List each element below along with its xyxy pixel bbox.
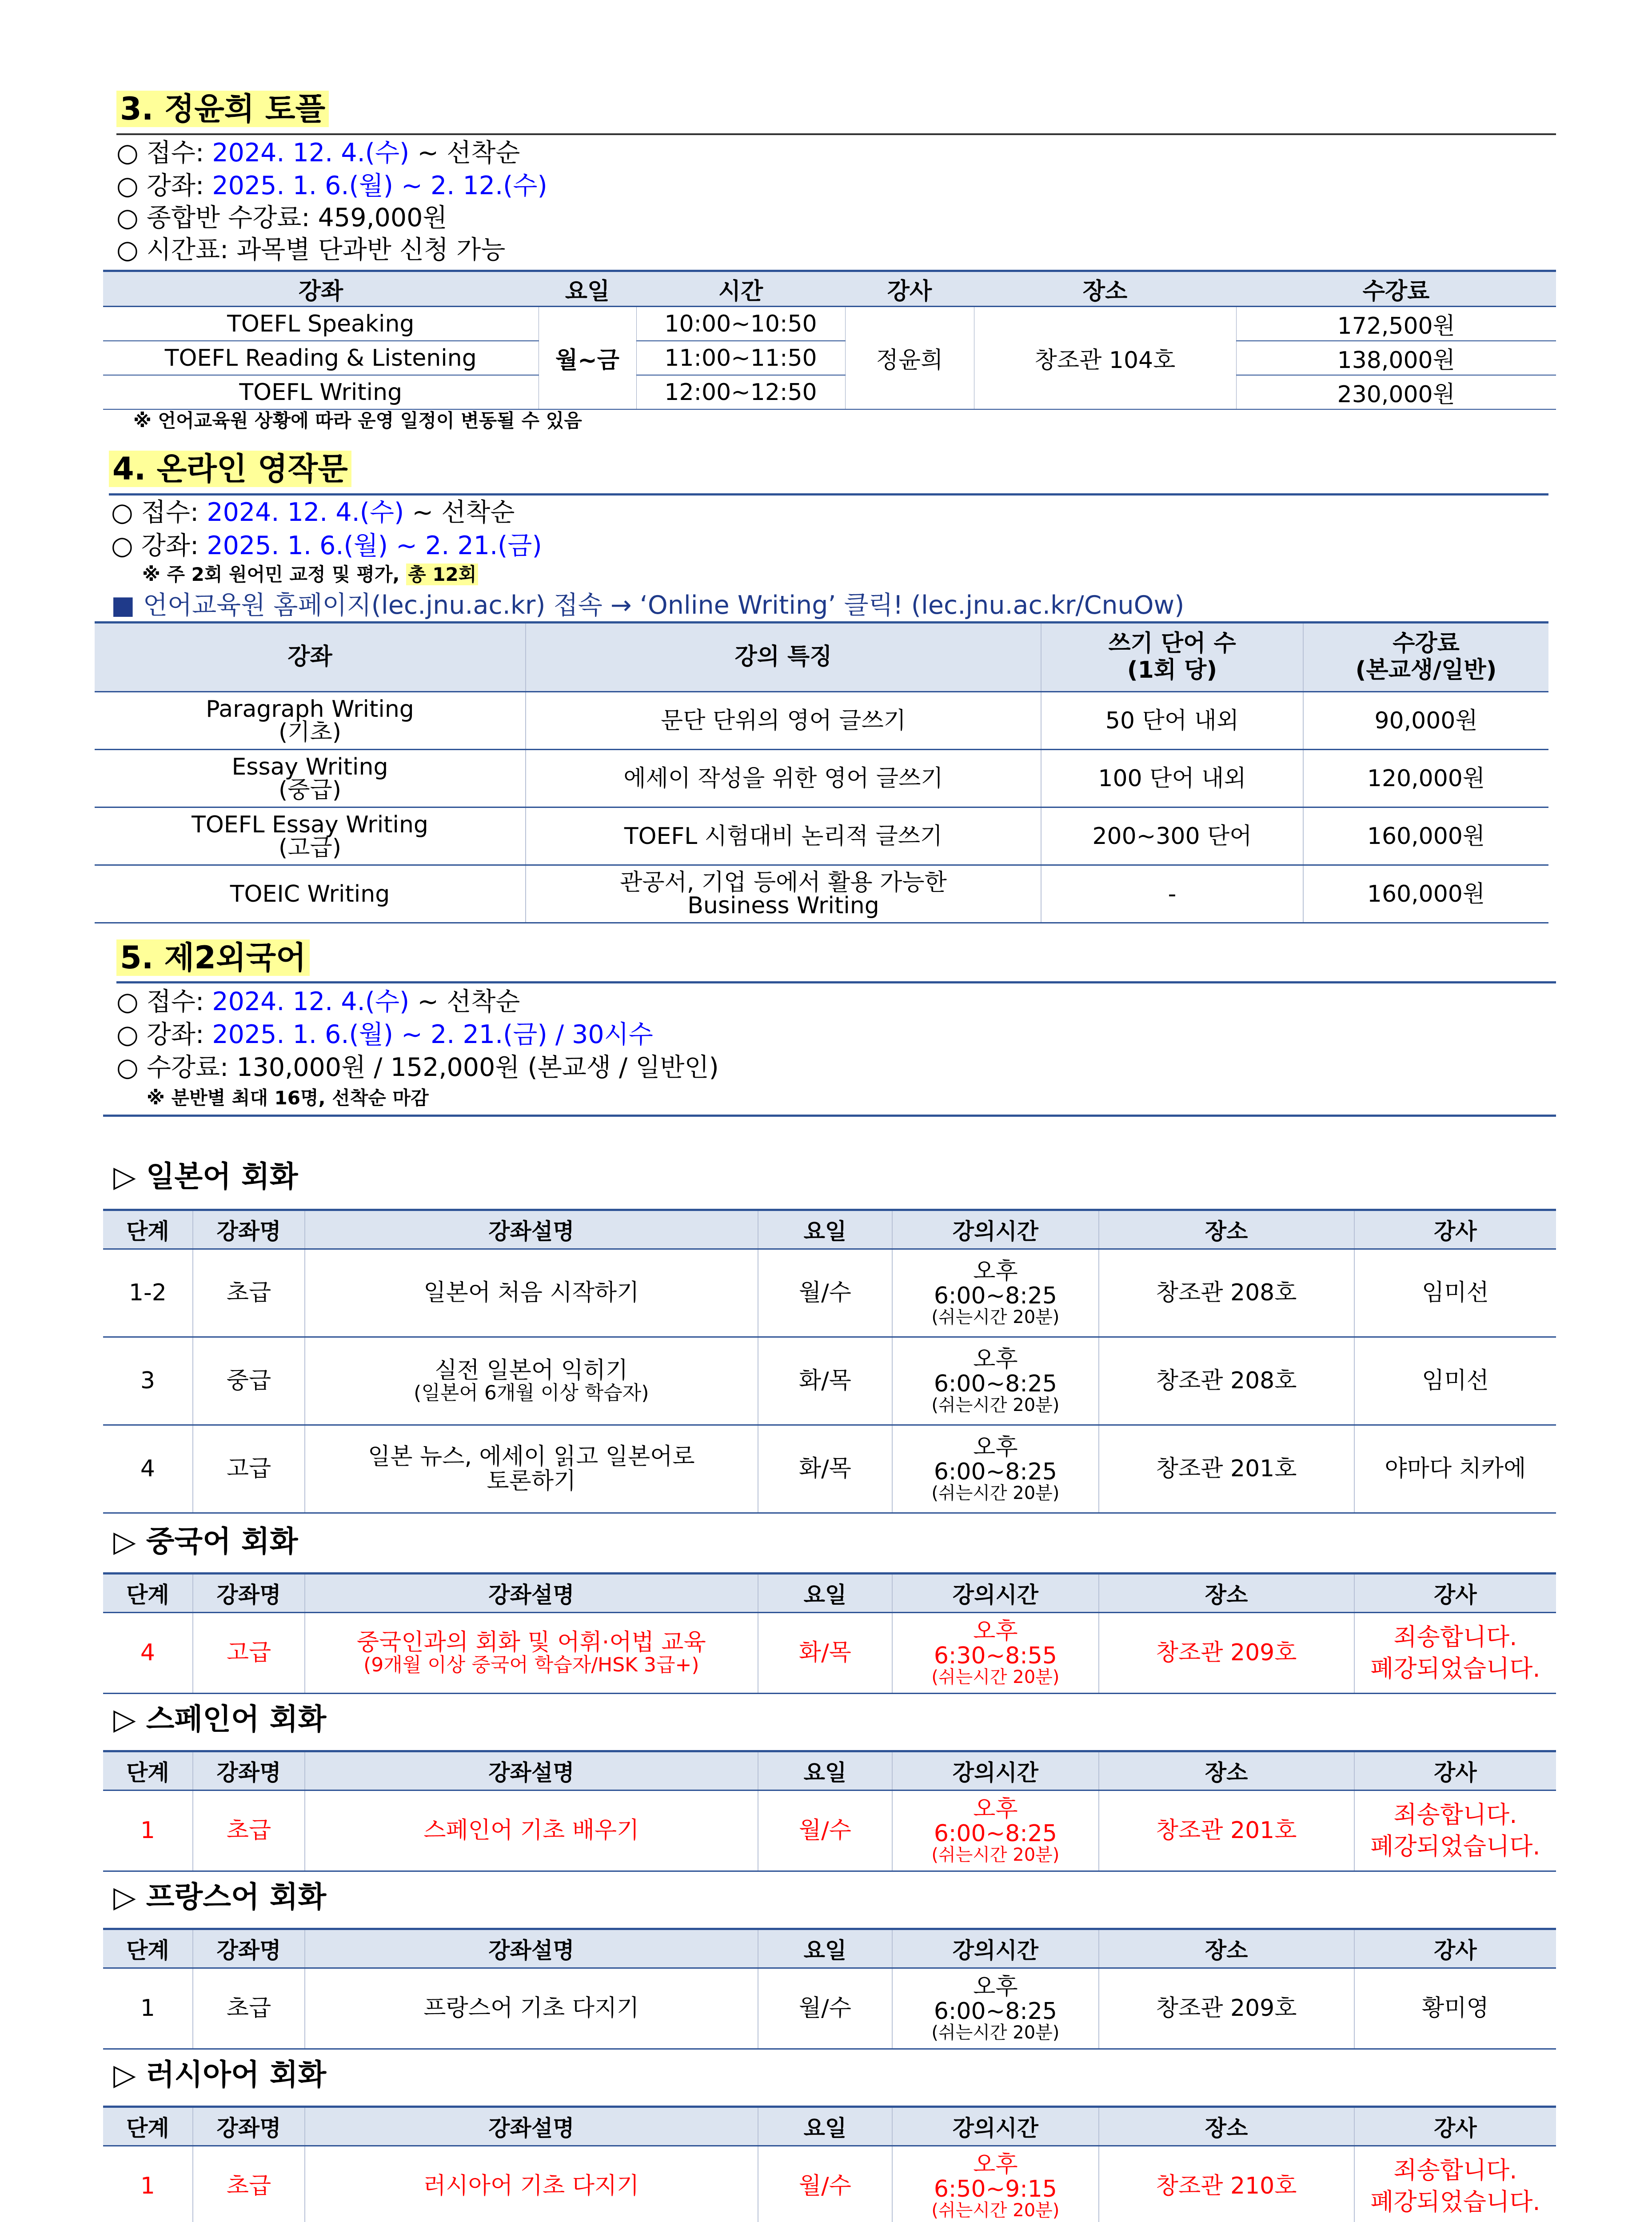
lang-description-main: 스페인어 기초 배우기 (423, 1817, 639, 1844)
lang-header-course-name: 강좌명 (193, 2107, 305, 2146)
lang-time-break: (쉬는시간 20분) (931, 1483, 1060, 1504)
lang-description (305, 2146, 758, 2222)
toefl-place: 창조관 104호 (974, 307, 1236, 410)
lang-header-place: 장소 (1099, 1210, 1354, 1249)
lang-class-time (892, 1337, 1098, 1425)
lang-time-range: 6:00~8:25 (934, 1458, 1057, 1485)
lang-header-teacher: 강사 (1354, 1210, 1556, 1249)
toefl-time: 12:00~12:50 (636, 375, 845, 409)
lang-header-place: 장소 (1099, 1929, 1354, 1968)
lang-description-main: 실전 일본어 익히기 (435, 1357, 628, 1384)
lang-header-description: 강좌설명 (305, 2107, 758, 2146)
lang-course-name: 고급 (193, 1425, 305, 1513)
lang-place: 창조관 201호 (1099, 1425, 1354, 1513)
lang-description (305, 1968, 758, 2049)
lang-header-teacher: 강사 (1354, 1751, 1556, 1790)
lang-header-course-name: 강좌명 (193, 1929, 305, 1968)
lang-level: 4 (103, 1613, 193, 1694)
lang-header-class-time: 강의시간 (892, 1929, 1098, 1968)
writing-words: 200~300 단어 (1041, 807, 1303, 865)
table-row (103, 307, 1556, 341)
language-title: ▷ 중국어 회화 (113, 1524, 298, 1559)
lang-time-break: (쉬는시간 20분) (931, 1307, 1060, 1328)
sec3-registration: ○ 접수: 2024. 12. 4.(수) ~ 선착순 (116, 138, 520, 168)
section-5-notes-rule (103, 1115, 1556, 1117)
writing-header-words: 쓰기 단어 수 (1회 당) (1041, 623, 1303, 692)
lang-header-level: 단계 (103, 1210, 193, 1249)
lang-description (305, 1249, 758, 1337)
lang-class-time (892, 1249, 1098, 1337)
lang-teacher: 죄송합니다. 폐강되었습니다. (1354, 1790, 1556, 1871)
section-3-title: 3. 정윤희 토플 (116, 93, 329, 124)
lang-place: 창조관 208호 (1099, 1337, 1354, 1425)
table-row (103, 1790, 1556, 1871)
toefl-header-course: 강좌 (103, 271, 539, 307)
lang-time-break: (쉬는시간 20분) (931, 1395, 1060, 1416)
table-row (103, 2146, 1556, 2222)
lang-header-description: 강좌설명 (305, 1929, 758, 1968)
table-row (103, 1337, 1556, 1425)
table-row (95, 865, 1548, 923)
language-table (103, 1209, 1556, 1514)
lang-time-range: 6:30~8:55 (934, 1642, 1057, 1669)
writing-header-fee: 수강료 (본교생/일반) (1303, 623, 1548, 692)
lang-day: 화/목 (758, 1337, 893, 1425)
toefl-table (103, 270, 1556, 410)
lang-header-level: 단계 (103, 1929, 193, 1968)
lang-header-level: 단계 (103, 2107, 193, 2146)
sec4-course-period: ○ 강좌: 2025. 1. 6.(월) ~ 2. 21.(금) (111, 531, 542, 560)
sec5-fee: ○ 수강료: 130,000원 / 152,000원 (본교생 / 일반인) (116, 1053, 719, 1082)
table-row (103, 1968, 1556, 2049)
toefl-fee: 138,000원 (1236, 341, 1556, 375)
sec4-registration: ○ 접수: 2024. 12. 4.(수) ~ 선착순 (111, 498, 515, 527)
lang-day: 월/수 (758, 2146, 893, 2222)
lang-course-name: 초급 (193, 1790, 305, 1871)
table-row (95, 692, 1548, 750)
table-row (103, 341, 1556, 375)
toefl-time: 10:00~10:50 (636, 307, 845, 341)
lang-header-class-time: 강의시간 (892, 1751, 1098, 1790)
toefl-header-teacher: 강사 (845, 271, 974, 307)
lang-day: 월/수 (758, 1790, 893, 1871)
lang-level: 1 (103, 1968, 193, 2049)
language-table (103, 1572, 1556, 1694)
sec4-homepage-link[interactable]: ■ 언어교육원 홈페이지(lec.jnu.ac.kr) 접속 → ‘Online Writing’ 클릭! (lec.jnu.ac.kr/CnuOw) (111, 591, 1185, 620)
sec3-note: ※ 언어교육원 상황에 따라 운영 일정이 변동될 수 있음 (133, 410, 582, 432)
lang-course-name: 초급 (193, 2146, 305, 2222)
toefl-course: TOEFL Reading & Listening (103, 341, 539, 375)
lang-day: 월/수 (758, 1249, 893, 1337)
lang-time-period: 오후 (973, 1973, 1018, 2000)
lang-course-name: 초급 (193, 1249, 305, 1337)
toefl-fee: 230,000원 (1236, 375, 1556, 409)
table-row (95, 750, 1548, 807)
lang-class-time (892, 1613, 1098, 1694)
lang-header-teacher: 강사 (1354, 2107, 1556, 2146)
lang-description-sub: (9개월 이상 중국어 학습자/HSK 3급+) (363, 1653, 699, 1676)
section-5-rule (116, 981, 1556, 983)
lang-class-time (892, 1968, 1098, 2049)
lang-header-day: 요일 (758, 1929, 893, 1968)
lang-header-day: 요일 (758, 1574, 893, 1613)
lang-header-description: 강좌설명 (305, 1751, 758, 1790)
lang-header-course-name: 강좌명 (193, 1751, 305, 1790)
lang-header-place: 장소 (1099, 1751, 1354, 1790)
lang-class-time (892, 1425, 1098, 1513)
lang-description (305, 1613, 758, 1694)
lang-course-name: 초급 (193, 1968, 305, 2049)
lang-class-time (892, 2146, 1098, 2222)
lang-teacher: 죄송합니다. 폐강되었습니다. (1354, 2146, 1556, 2222)
language-table (103, 2106, 1556, 2222)
lang-time-break: (쉬는시간 20분) (931, 1845, 1060, 1866)
toefl-header-time: 시간 (636, 271, 845, 307)
toefl-teacher: 정윤희 (845, 307, 974, 410)
sec5-course-period: ○ 강좌: 2025. 1. 6.(월) ~ 2. 21.(금) / 30시수 (116, 1020, 653, 1049)
lang-place: 창조관 208호 (1099, 1249, 1354, 1337)
section-4-rule (109, 493, 1548, 496)
lang-place: 창조관 210호 (1099, 2146, 1354, 2222)
lang-level: 4 (103, 1425, 193, 1513)
section-3-rule (116, 133, 1556, 135)
lang-time-period: 오후 (973, 1258, 1018, 1285)
toefl-header-fee: 수강료 (1236, 271, 1556, 307)
lang-header-place: 장소 (1099, 2107, 1354, 2146)
lang-time-period: 오후 (973, 1795, 1018, 1822)
writing-fee: 160,000원 (1303, 807, 1548, 865)
writing-course: Paragraph Writing (기초) (95, 692, 526, 750)
lang-header-day: 요일 (758, 1210, 893, 1249)
lang-description (305, 1790, 758, 1871)
writing-feature: TOEFL 시험대비 논리적 글쓰기 (526, 807, 1041, 865)
lang-time-break: (쉬는시간 20분) (931, 2022, 1060, 2043)
lang-description-main: 러시아어 기초 다지기 (423, 2173, 639, 2200)
lang-header-level: 단계 (103, 1751, 193, 1790)
lang-description-main: 일본어 처음 시작하기 (423, 1279, 639, 1307)
lang-header-teacher: 강사 (1354, 1574, 1556, 1613)
writing-course: TOEIC Writing (95, 865, 526, 923)
toefl-day: 월~금 (539, 307, 636, 410)
lang-description-main: 프랑스어 기초 다지기 (423, 1995, 639, 2022)
lang-time-range: 6:00~8:25 (934, 1820, 1057, 1847)
lang-time-period: 오후 (973, 2151, 1018, 2178)
lang-header-class-time: 강의시간 (892, 1210, 1098, 1249)
lang-header-course-name: 강좌명 (193, 1574, 305, 1613)
writing-feature: 관공서, 기업 등에서 활용 가능한 Business Writing (526, 865, 1041, 923)
sec5-registration: ○ 접수: 2024. 12. 4.(수) ~ 선착순 (116, 987, 520, 1016)
lang-time-period: 오후 (973, 1434, 1018, 1461)
lang-description-main: 일본 뉴스, 에세이 읽고 일본어로 토론하기 (367, 1443, 695, 1495)
lang-header-level: 단계 (103, 1574, 193, 1613)
writing-course: TOEFL Essay Writing (고급) (95, 807, 526, 865)
lang-header-place: 장소 (1099, 1574, 1354, 1613)
lang-teacher: 임미선 (1354, 1337, 1556, 1425)
lang-time-range: 6:00~8:25 (934, 1282, 1057, 1309)
writing-words: 100 단어 내외 (1041, 750, 1303, 807)
lang-time-range: 6:00~8:25 (934, 1998, 1057, 2025)
writing-feature: 에세이 작성을 위한 영어 글쓰기 (526, 750, 1041, 807)
table-row (103, 1613, 1556, 1694)
lang-header-teacher: 강사 (1354, 1929, 1556, 1968)
table-row (95, 807, 1548, 865)
lang-class-time (892, 1790, 1098, 1871)
lang-description-sub: (일본어 6개월 이상 학습자) (414, 1381, 649, 1404)
writing-words: - (1041, 865, 1303, 923)
sec3-total-fee: ○ 종합반 수강료: 459,000원 (116, 203, 447, 232)
sec5-note: ※ 분반별 최대 16명, 선착순 마감 (147, 1087, 429, 1109)
lang-description (305, 1337, 758, 1425)
lang-teacher: 야마다 치카에 (1354, 1425, 1556, 1513)
lang-level: 1-2 (103, 1249, 193, 1337)
writing-feature: 문단 단위의 영어 글쓰기 (526, 692, 1041, 750)
lang-day: 화/목 (758, 1613, 893, 1694)
toefl-course: TOEFL Speaking (103, 307, 539, 341)
lang-teacher: 죄송합니다. 폐강되었습니다. (1354, 1613, 1556, 1694)
lang-time-range: 6:00~8:25 (934, 1370, 1057, 1397)
language-table (103, 1928, 1556, 2050)
table-row (103, 1425, 1556, 1513)
table-row (103, 1249, 1556, 1337)
lang-place: 창조관 209호 (1099, 1968, 1354, 2049)
language-title: ▷ 일본어 회화 (113, 1159, 298, 1194)
writing-course: Essay Writing (중급) (95, 750, 526, 807)
lang-level: 1 (103, 1790, 193, 1871)
lang-time-range: 6:50~9:15 (934, 2175, 1057, 2202)
writing-header-feature: 강의 특징 (526, 623, 1041, 692)
language-title: ▷ 러시아어 회화 (113, 2058, 327, 2092)
toefl-fee: 172,500원 (1236, 307, 1556, 341)
lang-time-break: (쉬는시간 20분) (931, 2200, 1060, 2221)
lang-header-day: 요일 (758, 1751, 893, 1790)
writing-fee: 120,000원 (1303, 750, 1548, 807)
toefl-header-day: 요일 (539, 271, 636, 307)
lang-day: 화/목 (758, 1425, 893, 1513)
lang-level: 1 (103, 2146, 193, 2222)
toefl-header-place: 장소 (974, 271, 1236, 307)
language-title: ▷ 프랑스어 회화 (113, 1880, 327, 1914)
lang-day: 월/수 (758, 1968, 893, 2049)
table-row (103, 375, 1556, 409)
lang-header-day: 요일 (758, 2107, 893, 2146)
language-title: ▷ 스페인어 회화 (113, 1702, 327, 1736)
lang-time-break: (쉬는시간 20분) (931, 1667, 1060, 1688)
toefl-time: 11:00~11:50 (636, 341, 845, 375)
section-4-title: 4. 온라인 영작문 (109, 453, 351, 484)
lang-level: 3 (103, 1337, 193, 1425)
lang-time-period: 오후 (973, 1618, 1018, 1645)
language-table (103, 1750, 1556, 1872)
writing-header-course: 강좌 (95, 623, 526, 692)
lang-description-main: 중국인과의 회화 및 어휘·어법 교육 (356, 1629, 706, 1656)
lang-course-name: 중급 (193, 1337, 305, 1425)
sec4-note: ※ 주 2회 원어민 교정 및 평가, 총 12회 (142, 565, 478, 584)
sec3-timetable-note: ○ 시간표: 과목별 단과반 신청 가능 (116, 235, 506, 264)
section-5-title: 5. 제2외국어 (116, 942, 310, 973)
writing-fee: 160,000원 (1303, 865, 1548, 923)
lang-place: 창조관 209호 (1099, 1613, 1354, 1694)
writing-words: 50 단어 내외 (1041, 692, 1303, 750)
lang-description (305, 1425, 758, 1513)
lang-header-description: 강좌설명 (305, 1210, 758, 1249)
lang-course-name: 고급 (193, 1613, 305, 1694)
writing-table (95, 621, 1548, 923)
lang-time-period: 오후 (973, 1346, 1018, 1373)
lang-header-course-name: 강좌명 (193, 1210, 305, 1249)
sec3-course-period: ○ 강좌: 2025. 1. 6.(월) ~ 2. 12.(수) (116, 171, 547, 200)
lang-header-class-time: 강의시간 (892, 1574, 1098, 1613)
lang-header-class-time: 강의시간 (892, 2107, 1098, 2146)
toefl-course: TOEFL Writing (103, 375, 539, 409)
lang-teacher: 황미영 (1354, 1968, 1556, 2049)
writing-fee: 90,000원 (1303, 692, 1548, 750)
lang-teacher: 임미선 (1354, 1249, 1556, 1337)
lang-header-description: 강좌설명 (305, 1574, 758, 1613)
lang-place: 창조관 201호 (1099, 1790, 1354, 1871)
